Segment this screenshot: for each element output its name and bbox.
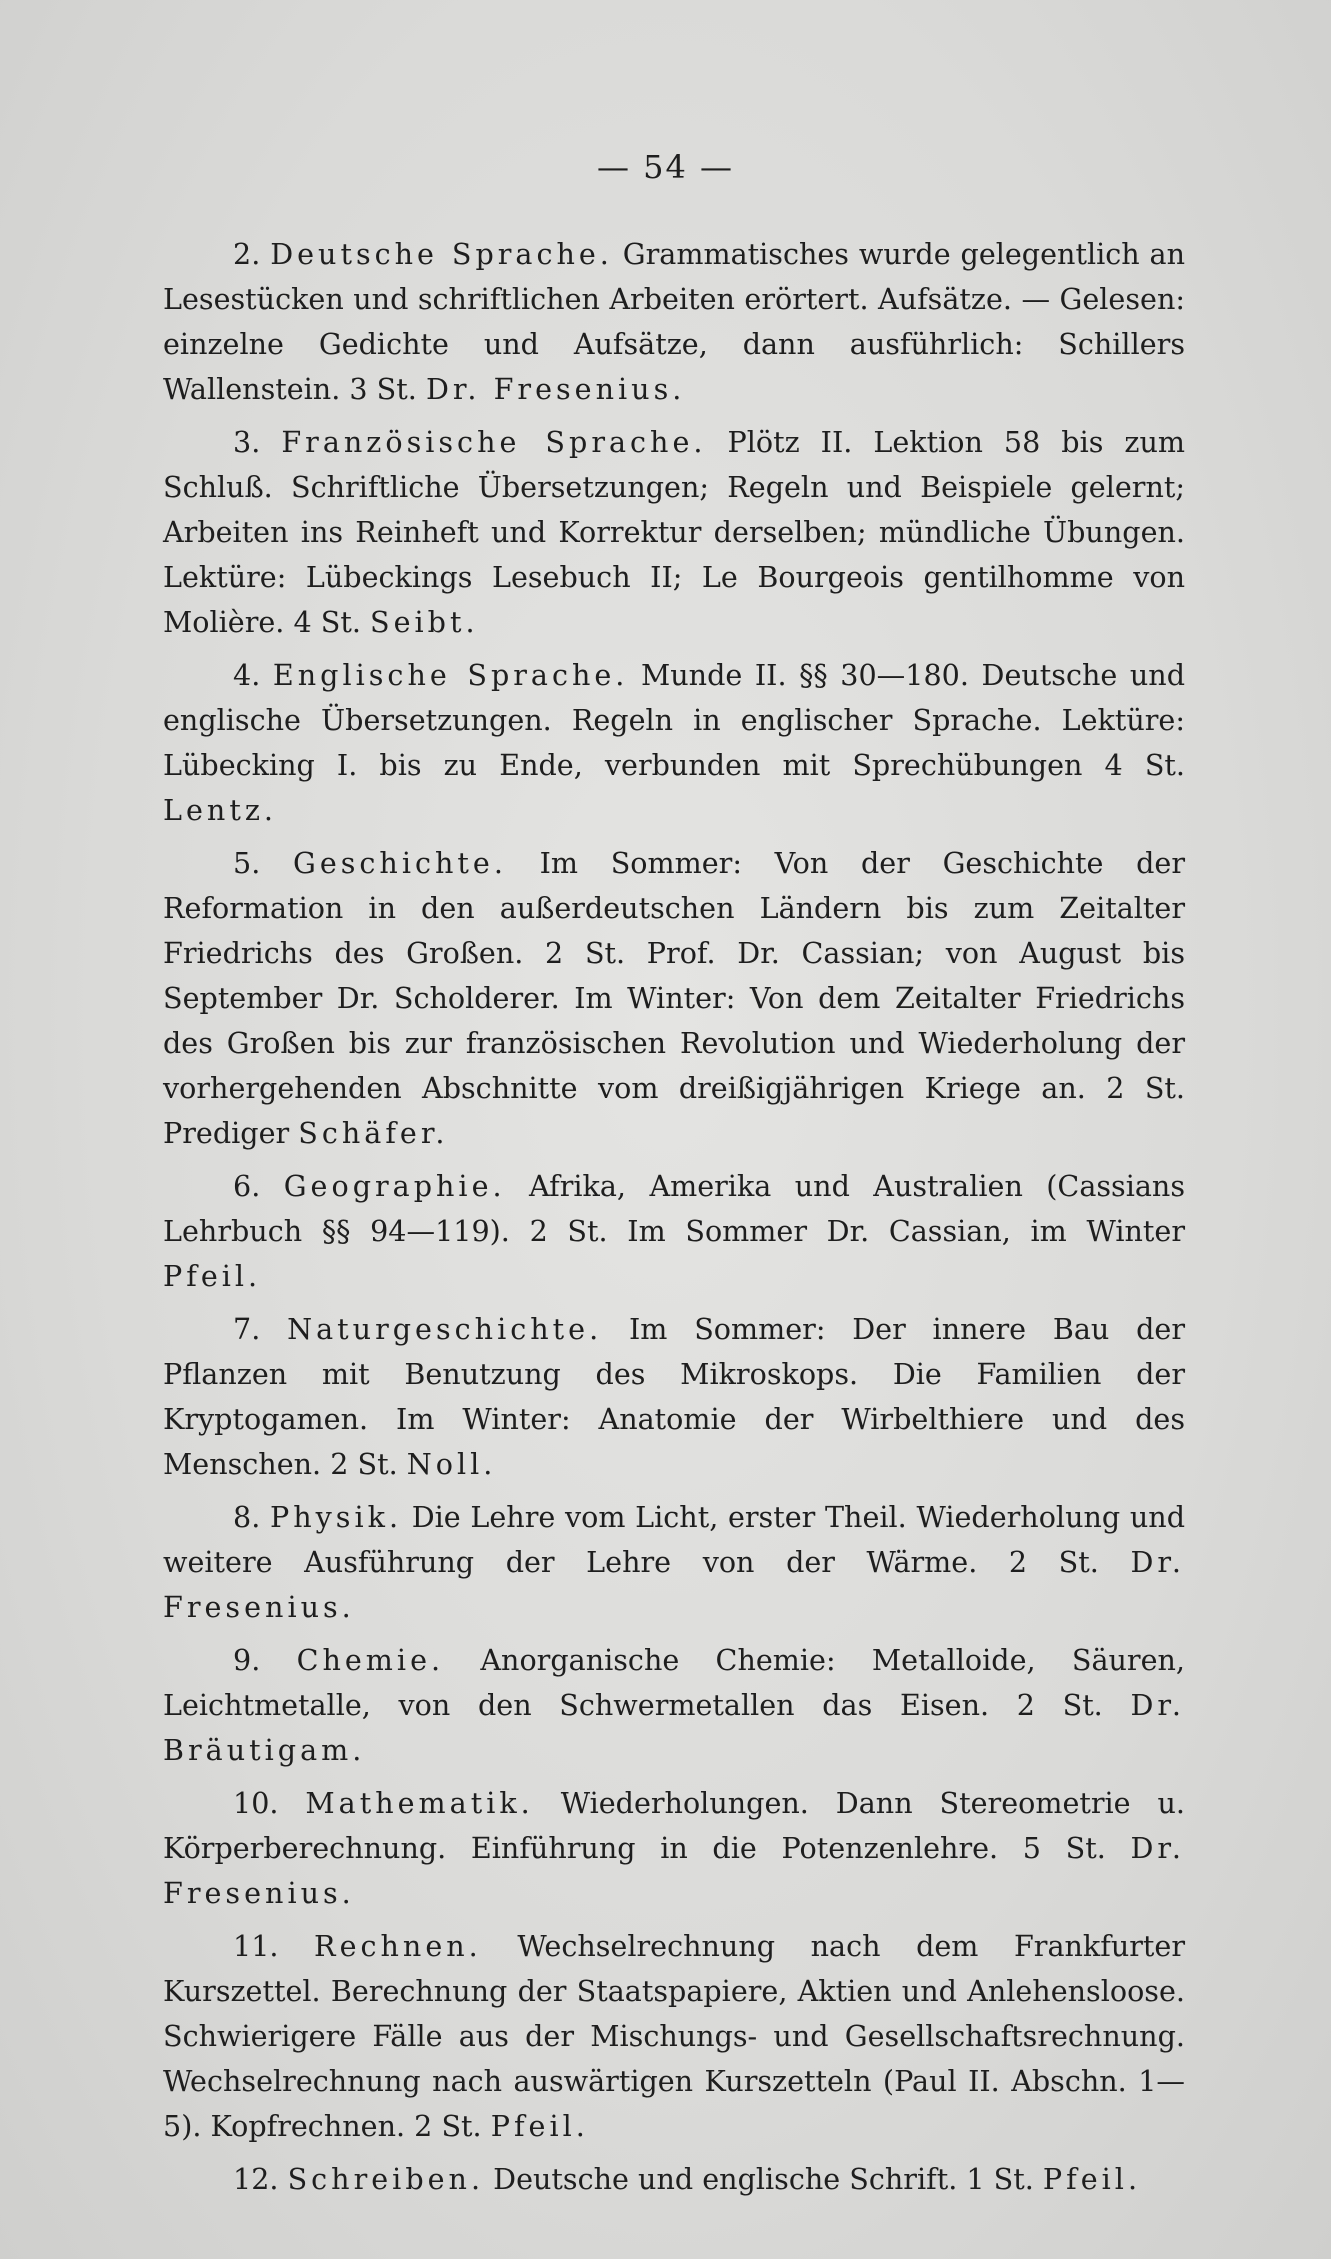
entry-text: Wiederholungen. Dann Stereometrie u. Körperberechnung. Einführung in die Potenzenlehre. 5 St.	[163, 1786, 1186, 1865]
entry-text: Grammatisches wurde gelegentlich an Lesestücken und schriftlichen Arbeiten erörtert. Aufsätze. — Gelesen: einzelne Gedichte und Aufsätze, dann ausführlich: Schillers Wallenstein. 3 St.	[163, 237, 1186, 406]
entry-number: 6.	[233, 1169, 261, 1203]
entry-text: Afrika, Amerika und Australien (Cassians Lehrbuch §§ 94—119). 2 St. Im Sommer Dr. Cassian, im Winter	[163, 1169, 1185, 1248]
list-item	[163, 1781, 1185, 1916]
entry-subject: Schreiben.	[287, 2162, 485, 2196]
entry-text: Im Sommer: Der innere Bau der Pflanzen mit Benutzung des Mikroskops. Die Familien der Kryptogamen. Im Winter: Anatomie der Wirbelthiere und des Menschen. 2 St.	[163, 1312, 1186, 1481]
entry-teacher: Noll.	[406, 1447, 497, 1481]
list-item	[163, 1495, 1185, 1630]
list-item	[163, 2157, 1185, 2202]
entry-subject: Physik.	[269, 1500, 403, 1534]
entry-text: Im Sommer: Von der Geschichte der Reformation in den außerdeutschen Ländern bis zum Zeitalter Friedrichs des Großen. 2 St. Prof. Dr. Cassian; von August bis September Dr. Scholderer. Im Winter: Von dem Zeitalter Friedrichs des Großen bis zur französischen Revolution und Wiederholung der vorhergehenden Abschnitte vom dreißigjährigen Kriege an. 2 St. Prediger	[163, 846, 1185, 1150]
entry-number: 7.	[233, 1312, 261, 1346]
entry-subject: Geschichte.	[292, 846, 507, 880]
entry-teacher: Dr. Fresenius.	[425, 372, 686, 406]
entry-teacher: Pfeil.	[1042, 2162, 1142, 2196]
entry-teacher: Seibt.	[370, 605, 479, 639]
list-item	[163, 653, 1185, 833]
entry-teacher: Pfeil.	[490, 2109, 589, 2143]
list-item	[163, 841, 1185, 1156]
entry-subject: Chemie.	[296, 1643, 445, 1677]
list-item	[163, 1924, 1185, 2149]
entry-number: 12.	[233, 2162, 279, 2196]
entry-teacher: Lentz.	[163, 793, 277, 827]
entry-subject: Mathematik.	[305, 1786, 534, 1820]
entry-teacher: Schäfer.	[298, 1116, 449, 1150]
entry-teacher: Dr. Fresenius.	[163, 1545, 1186, 1624]
list-item	[163, 1307, 1185, 1487]
entry-text: Anorganische Chemie: Metalloide, Säuren, Leichtmetalle, von den Schwermetallen das Eisen. 2 St.	[163, 1643, 1186, 1722]
entry-subject: Naturgeschichte.	[287, 1312, 603, 1346]
entry-text: Plötz II. Lektion 58 bis zum Schluß. Schriftliche Übersetzungen; Regeln und Beispiele gelernt; Arbeiten ins Reinheft und Korrektur derselben; mündliche Übungen. Lektüre: Lübeckings Lesebuch II; Le Bourgeois gentilhomme von Molière. 4 St.	[163, 425, 1186, 639]
entry-number: 2.	[233, 237, 261, 271]
entry-text: Deutsche und englische Schrift. 1 St.	[493, 2162, 1034, 2196]
entry-subject: Englische Sprache.	[272, 658, 629, 692]
list-item	[163, 420, 1185, 645]
list-item	[163, 1164, 1185, 1299]
entry-number: 5.	[233, 846, 261, 880]
body-text	[163, 232, 1185, 2210]
entry-teacher: Dr. Bräutigam.	[163, 1688, 1186, 1767]
list-item	[163, 232, 1185, 412]
entry-text: Wechselrechnung nach dem Frankfurter Kurszettel. Berechnung der Staatspapiere, Aktien und Anlehensloose. Schwierigere Fälle aus der Mischungs- und Gesellschaftsrechnung. Wechselrechnung nach auswärtigen Kurszetteln (Paul II. Abschn. 1—5). Kopfrechnen. 2 St.	[163, 1929, 1186, 2143]
entry-subject: Französische Sprache.	[281, 425, 707, 459]
entry-number: 10.	[233, 1786, 279, 1820]
list-item	[163, 1638, 1185, 1773]
entry-subject: Geographie.	[283, 1169, 506, 1203]
entry-number: 3.	[233, 425, 261, 459]
entry-subject: Rechnen.	[314, 1929, 482, 1963]
entry-text: Munde II. §§ 30—180. Deutsche und englische Übersetzungen. Regeln in englischer Sprache. Lektüre: Lübecking I. bis zu Ende, verbunden mit Sprechübungen 4 St.	[163, 658, 1185, 782]
entry-number: 8.	[233, 1500, 261, 1534]
entry-teacher: Pfeil.	[163, 1259, 262, 1293]
entry-text: Die Lehre vom Licht, erster Theil. Wiederholung und weitere Ausführung der Lehre von der Wärme. 2 St.	[163, 1500, 1186, 1579]
entry-teacher: Dr. Fresenius.	[163, 1831, 1185, 1910]
entry-subject: Deutsche Sprache.	[270, 237, 613, 271]
entry-number: 4.	[233, 658, 261, 692]
page-number: — 54 —	[596, 148, 735, 186]
entry-number: 11.	[233, 1929, 279, 1963]
entry-number: 9.	[233, 1643, 261, 1677]
